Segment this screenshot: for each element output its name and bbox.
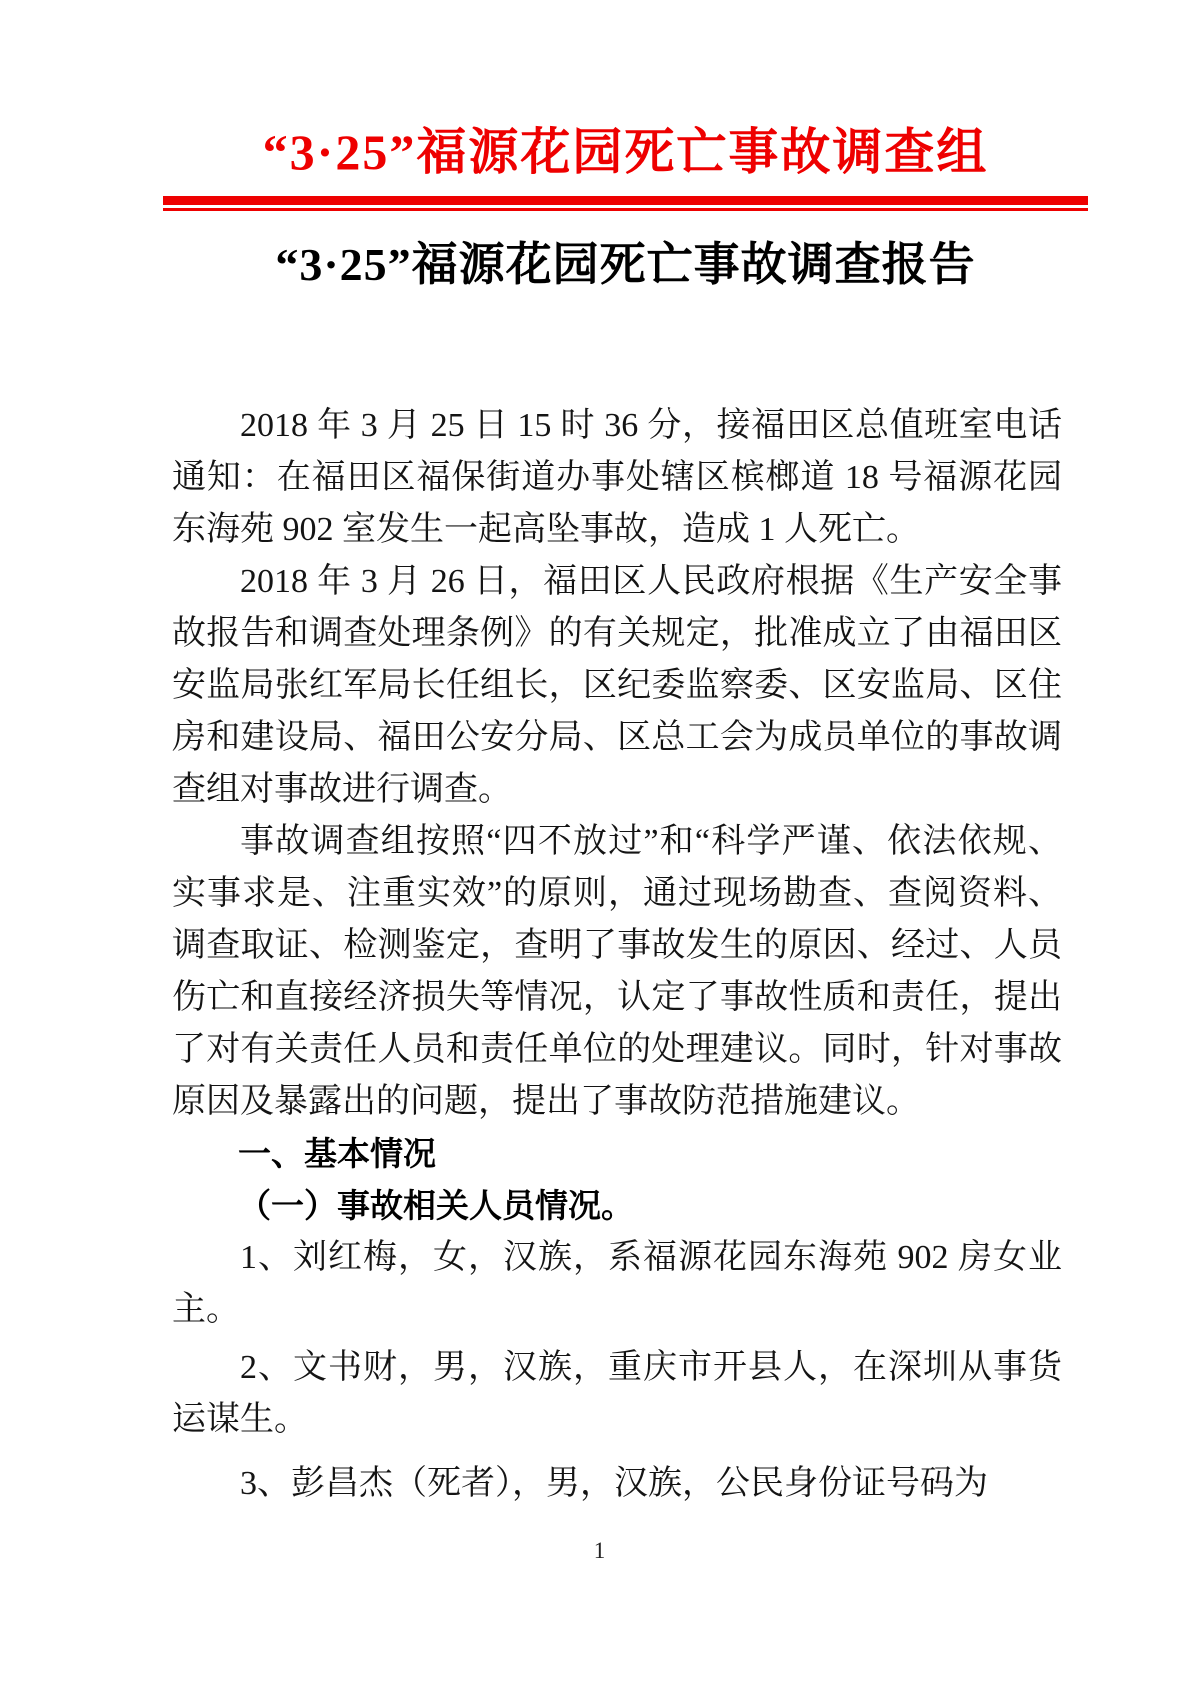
paragraph-investigation-principles: 事故调查组按照“四不放过”和“科学严谨、依法依规、实事求是、注重实效”的原则，通过现场勘查、查阅资料、调查取证、检测鉴定，查明了事故发生的原因、经过、人员伤亡和直接经济损失等情况，认定了事故性质和责任，提出了对有关责任人员和责任单位的处理建议。同时，针对事故原因及暴露出的问题，提出了事故防范措施建议。 (172, 823, 1062, 1120)
subsection-heading-personnel: （一）事故相关人员情况。 (238, 1187, 634, 1224)
paragraph-incident-report: 2018 年 3 月 25 日 15 时 36 分，接福田区总值班室电话通知：在福田区福保街道办事处辖区槟榔道 18 号福源花园东海苑 902 室发生一起高坠事故，造成 1 人死亡。 (172, 407, 1062, 548)
investigation-group-title: “3·25”福源花园死亡事故调查组 (262, 124, 989, 180)
person-item-3: 3、彭昌杰（死者），男，汉族，公民身份证号码为 (240, 1465, 988, 1502)
report-body (172, 400, 1062, 1510)
paragraph-investigation-setup: 2018 年 3 月 26 日，福田区人民政府根据《生产安全事故报告和调查处理条例》的有关规定，批准成立了由福田区安监局张红军局长任组长，区纪委监察委、区安监局、区住房和建设局、福田公安分局、区总工会为成员单位的事故调查组对事故进行调查。 (172, 563, 1062, 808)
person-item-1: 1、刘红梅，女，汉族，系福源花园东海苑 902 房女业主。 (172, 1239, 1062, 1328)
report-title: “3·25”福源花园死亡事故调查报告 (275, 239, 976, 290)
person-item-2: 2、文书财，男，汉族，重庆市开县人，在深圳从事货运谋生。 (172, 1349, 1062, 1438)
page-number: 1 (593, 1538, 606, 1563)
rule-thick-line (163, 196, 1088, 205)
section-heading-basic-info: 一、基本情况 (238, 1135, 436, 1172)
letterhead (163, 0, 1088, 295)
rule-thin-line (163, 208, 1088, 211)
letterhead-rule (163, 196, 1088, 211)
